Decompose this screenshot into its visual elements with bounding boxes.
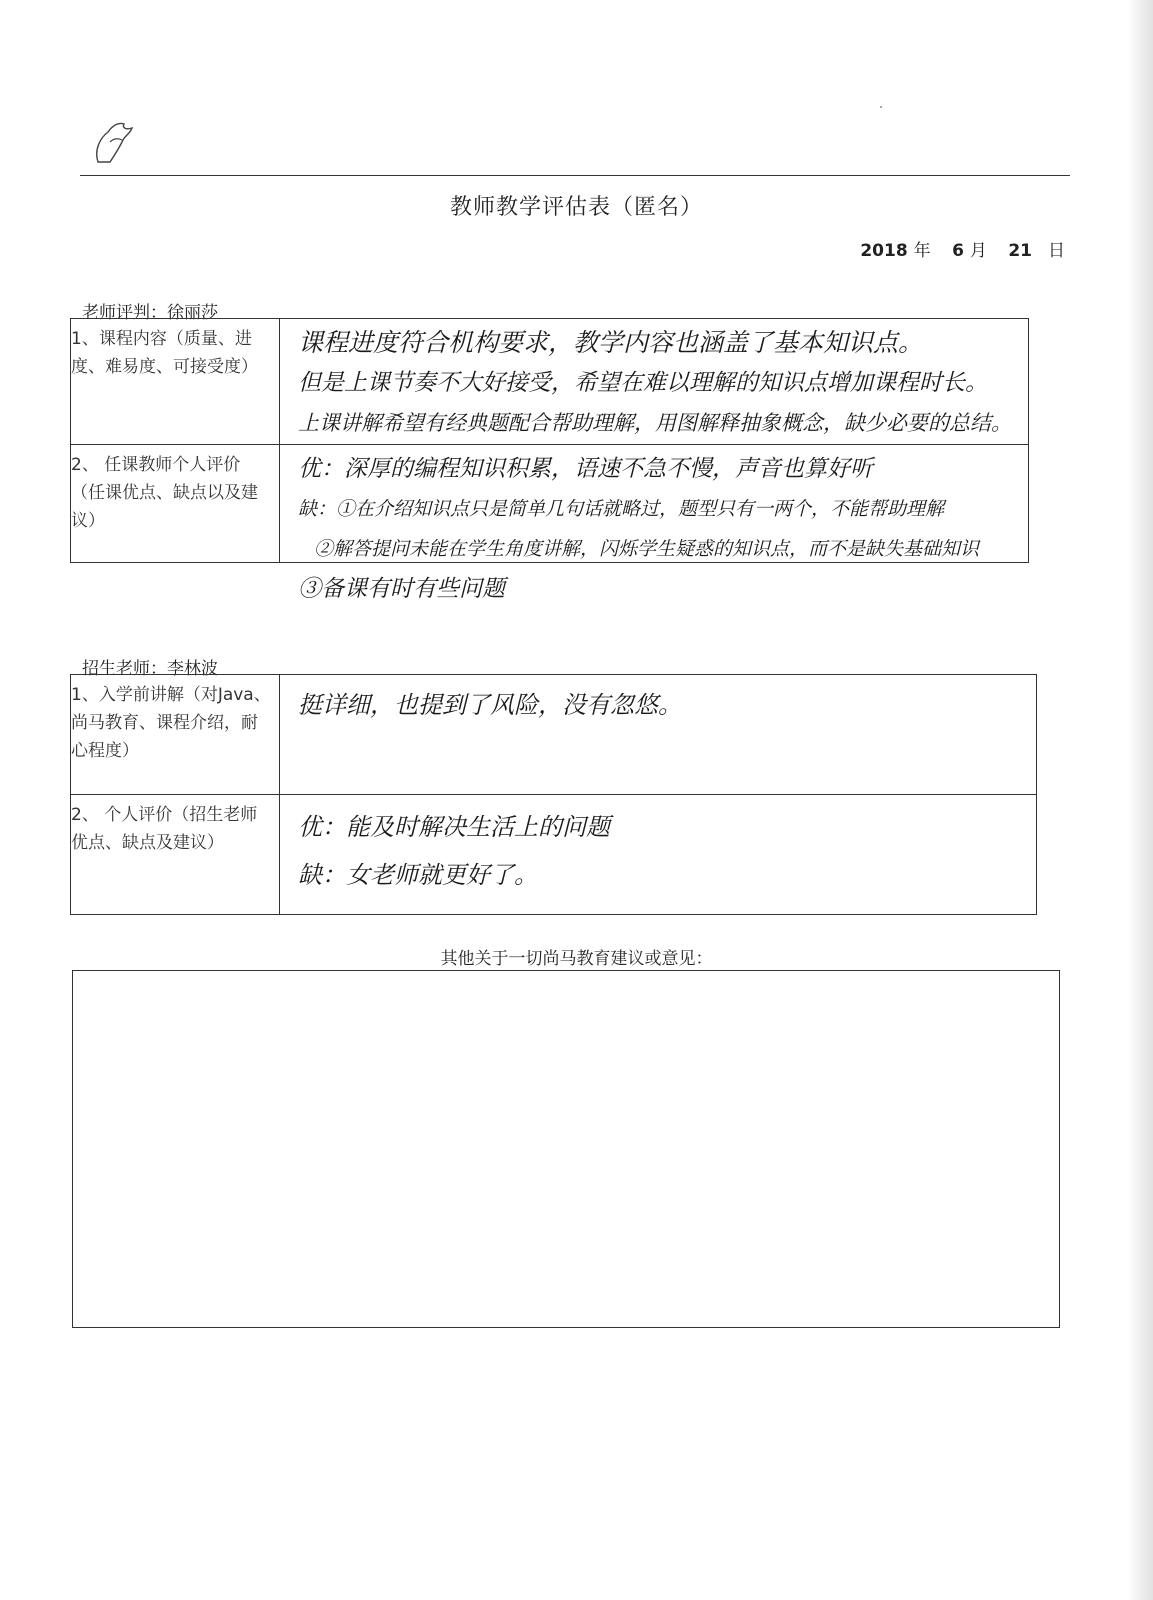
handwritten-answer [298,685,682,725]
answer-cell [280,445,1029,602]
question-text: 2、 任课教师个人评价（任课优点、缺点以及建议） [71,455,258,531]
answer-cell [280,795,1037,915]
question-cell [71,319,280,445]
date-month: 6 [952,241,964,261]
form-date [846,236,1065,261]
handwritten-answer [298,323,1012,443]
answer-line: ③备课有时有些问题 [298,576,505,602]
question-text: 1、入学前讲解（对Java、尚马教育、课程介绍，耐心程度） [71,685,271,761]
answer-line: ②解答提问未能在学生角度讲解，闪烁学生疑惑的知识点，而不是缺失基础知识 [314,538,980,560]
teacher-evaluation-table [70,318,1029,602]
question-text: 1、课程内容（质量、进度、难易度、可接受度） [71,329,258,377]
question-text: 2、 个人评价（招生老师优点、缺点及建议） [71,805,258,853]
question-cell [71,445,280,563]
date-month-unit: 月 [969,241,987,261]
enrollment-row-evaluation [71,795,1037,915]
answer-line: 上课讲解希望有经典题配合帮助理解，用图解释抽象概念，缺少必要的总结。 [298,411,1012,435]
other-comments-box [72,970,1060,1328]
scan-edge-shadow [1127,0,1153,1600]
answer-line: 但是上课节奏不大好接受，希望在难以理解的知识点增加课程时长。 [298,370,988,396]
answer-line: 挺详细，也提到了风险，没有忽悠。 [298,691,682,719]
answer-line: 缺：女老师就更好了。 [298,861,538,889]
answer-cell [280,319,1029,445]
teacher-section-label: 老师评判：徐丽莎 [82,303,218,323]
teacher-row-evaluation [71,445,1029,563]
question-cell [71,795,280,915]
enrollment-row-intro [71,675,1037,795]
form-title: 教师教学评估表（匿名） [449,195,703,220]
other-comments-title: 其他关于一切尚马教育建议或意见： [440,949,713,969]
answer-line: 课程进度符合机构要求，教学内容也涵盖了基本知识点。 [298,328,924,357]
answer-line: 优：能及时解决生活上的问题 [298,813,610,841]
enrollment-evaluation-table [70,674,1037,915]
answer-cell [280,675,1037,795]
answer-line: 缺：①在介绍知识点只是简单几句话就略过，题型只有一两个，不能帮助理解 [298,498,945,520]
date-year-unit: 年 [913,241,931,261]
handwritten-answer [298,803,610,899]
date-day: 21 [1008,241,1032,261]
handwritten-answer [298,449,979,609]
enrollment-section-label: 招生老师：李林波 [82,659,218,679]
date-day-unit: 日 [1048,241,1065,261]
teacher-row-content [71,319,1029,445]
horse-logo-icon [92,116,140,166]
question-cell [71,675,280,795]
scan-speck [880,106,882,108]
header-rule [80,175,1070,176]
date-year: 2018 [860,241,908,261]
answer-line: 优：深厚的编程知识积累，语速不急不慢，声音也算好听 [298,456,873,482]
